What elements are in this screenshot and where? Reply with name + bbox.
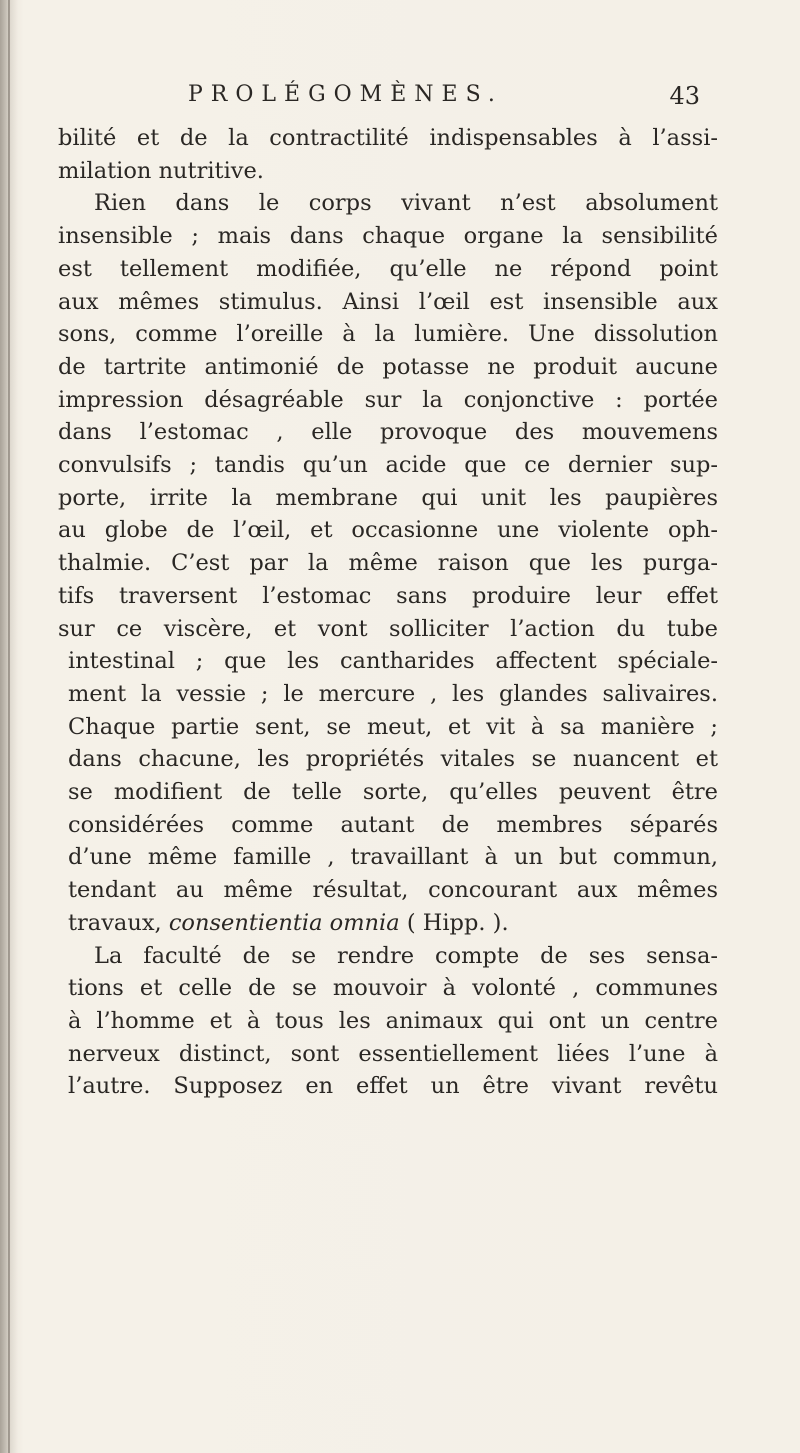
- text-line: bilité et de la contractilité indispensables à l’assi-: [58, 125, 718, 151]
- text-line: thalmie. C’est par la même raison que les purga-: [58, 550, 718, 577]
- text-line: Chaque partie sent, se meut, et vit à sa manière ;: [68, 713, 718, 740]
- text-line: considérées comme autant de membres séparés: [68, 811, 718, 838]
- text-line: est tellement modifiée, qu’elle ne répond point: [58, 255, 718, 282]
- text-line: de tartrite antimonié de potasse ne produit aucune: [58, 353, 718, 380]
- paragraph-start: Rien dans le corps vivant n’est absolument: [94, 190, 718, 217]
- body-text: [58, 122, 718, 1103]
- page-number: 43: [669, 82, 700, 110]
- text-line: milation nutritive.: [58, 157, 264, 184]
- text-line: d’une même famille , travaillant à un but commun,: [68, 844, 718, 871]
- text-line: convulsifs ; tandis qu’un acide que ce dernier sup-: [58, 452, 718, 479]
- text-line: porte, irrite la membrane qui unit les paupières: [58, 484, 718, 511]
- text-line: impression désagréable sur la conjonctive : portée: [58, 386, 718, 413]
- text-line: tendant au même résultat, concourant aux mêmes: [68, 877, 718, 904]
- text-line: se modifient de telle sorte, qu’elles peuvent être: [68, 779, 718, 806]
- paragraph-start: La faculté de se rendre compte de ses sensa-: [94, 942, 718, 969]
- text-line: sur ce viscère, et vont solliciter l’action du tube: [58, 615, 718, 642]
- text-line: sons, comme l’oreille à la lumière. Une dissolution: [58, 321, 718, 348]
- text-line: insensible ; mais dans chaque organe la sensibilité: [58, 223, 718, 250]
- text-line: intestinal ; que les cantharides affectent spéciale-: [68, 648, 718, 675]
- text-line: ment la vessie ; le mercure , les glandes salivaires.: [68, 680, 718, 707]
- latin-quote: consentientia omnia: [168, 909, 400, 936]
- text-line: à l’homme et à tous les animaux qui ont un centre: [68, 1007, 718, 1034]
- text-line: tifs traversent l’estomac sans produire leur effet: [58, 582, 718, 609]
- text-line: tions et celle de se mouvoir à volonté , communes: [68, 975, 718, 1002]
- page-header: [160, 82, 700, 116]
- text-line: aux mêmes stimulus. Ainsi l’œil est insensible aux: [58, 288, 718, 315]
- citation-line: [58, 907, 718, 940]
- text-line: dans l’estomac , elle provoque des mouvemens: [58, 419, 718, 446]
- text-line: dans chacune, les propriétés vitales se nuancent et: [68, 746, 718, 773]
- text-line: au globe de l’œil, et occasionne une violente oph-: [58, 517, 718, 544]
- citation-prefix: travaux,: [68, 909, 162, 936]
- text-line: nerveux distinct, sont essentiellement liées l’une à: [68, 1040, 718, 1067]
- binding-edge: [8, 0, 10, 1453]
- running-head: PROLÉGOMÈNES.: [188, 82, 503, 107]
- citation-source: ( Hipp. ).: [406, 909, 509, 936]
- text-line: l’autre. Supposez en effet un être vivant revêtu: [68, 1073, 718, 1100]
